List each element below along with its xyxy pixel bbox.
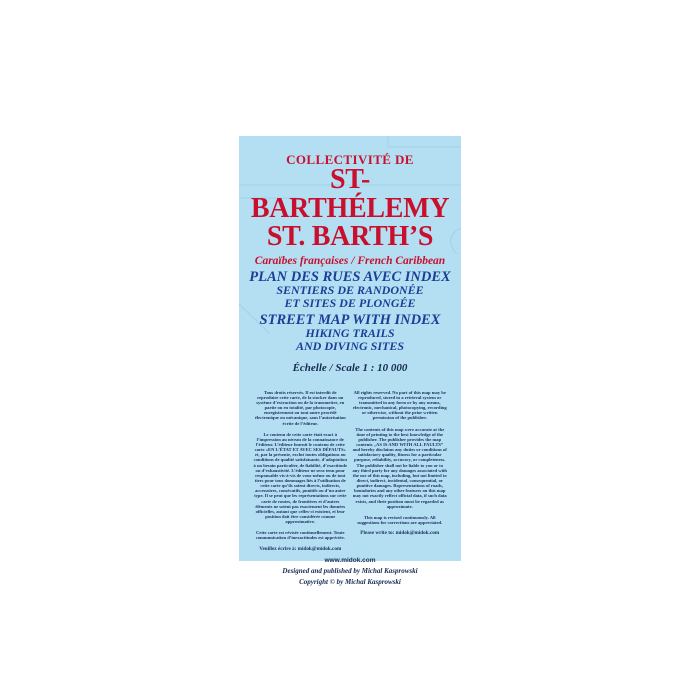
legal-column-french bbox=[253, 390, 348, 553]
legal-block bbox=[246, 390, 454, 553]
subtitle-hiking-fr: SENTIERS DE RANDONÉE bbox=[276, 283, 424, 298]
subtitle-diving-en: AND DIVING SITES bbox=[295, 338, 405, 353]
legal-en-rights: All rights reserved. No part of this map may be reproduced, stored in a retrieval system or transmitted in any form or by any means, electronic, mechanical, photocopying, recording or otherwise, without the prior written permission of the publisher. bbox=[352, 389, 447, 421]
subtitle-street-map-en: STREET MAP WITH INDEX bbox=[259, 311, 441, 328]
title-collectivite: COLLECTIVITÉ DE bbox=[286, 152, 414, 167]
title-region: Caraïbes françaises / French Caribbean bbox=[254, 254, 446, 267]
title-main-english: ST. BARTH’S bbox=[266, 221, 434, 253]
legal-column-english bbox=[353, 390, 448, 553]
subtitle-diving-fr: ET SITES DE PLONGÉE bbox=[284, 295, 416, 310]
designed-by-line: Designed and published by Michal Kasprowski bbox=[282, 566, 418, 575]
subtitle-street-map-fr: PLAN DES RUES AVEC INDEX bbox=[249, 268, 451, 285]
scale-note: Échelle / Scale 1 : 10 000 bbox=[292, 361, 408, 374]
legal-en-disclaimer: The contents of this map were accurate at the time of printing to the best knowledge of the publisher. The publisher provides the map contents „AS IS AND WITH ALL FAULTS” and hereby disclaims any duties or conditions of satisfactory quality, fitness for a particular purpose, reliability, accuracy, or completeness. The publisher shall not be liable to you or to any third party for any damages associated with the use of this map, including, but not limited to direct, indirect, incidental, consequential, or punitive damages. Representations of roads, boundaries and any other features on this map may not exactly reflect official data, if such data exists, and their position must be regarded as approximate. bbox=[352, 426, 447, 509]
legal-fr-rights: Tous droits réservés. Il est interdit de reproduire cette carte, de la stocker dans un système d’extraction ou de la transmettre, en partie ou en totalité, par photocopie, enregistrement ou tout autre procédé électronique ou mécanique, sans l’autorisation écrite de l’éditeur. bbox=[254, 389, 346, 426]
legal-en-contact: Please write to: midok@midok.com bbox=[360, 530, 440, 537]
legal-fr-disclaimer: Le contenu de cette carte était exact à l’impression au niveau de la connaissance de l’éditeur. L’éditeur fournit le contenu de cette carte «EN L’ÉTAT ET AVEC SES DÉFAUTS» et, par la présente, exclut toutes obligations ou conditions de qualité satisfaisante, d’adaptation à un besoin particulier, de fiabilité, d’exactitude ou d’exhaustivité. L’éditeur ne sera tenu pour responsable vis-à-vis de vous-même ou de tout tiers pour tous dommages liés à l’utilisation de cette carte qu’ils soient directs, indirects, accessoires, consécutifs, punitifs ou d’un autre type. Il se peut que les représentations sur cette carte de routes, de frontières et d’autres éléments ne soient pas exactement les données officielles, autant que celles-ci existent, et leur position doit être considérée comme approximative. bbox=[253, 431, 347, 525]
copyright-line: Copyright © by Michal Kasprowski bbox=[299, 578, 401, 587]
map-cover bbox=[239, 136, 461, 587]
subtitle-hiking-en: HIKING TRAILS bbox=[305, 326, 395, 341]
title-main-french: ST-BARTHÉLEMY bbox=[250, 164, 450, 224]
legal-en-revision: This map is revised continuously. All suggestions for corrections are appreciated. bbox=[357, 514, 443, 525]
legal-fr-revision: Cette carte est révisée continuellement. Toute communication d’inexactitudes est appréciée. bbox=[255, 530, 345, 541]
website-url: www.midok.com bbox=[324, 557, 376, 565]
cover-content bbox=[239, 136, 461, 587]
legal-fr-contact: Veuillez écrire à: midok@midok.com bbox=[259, 545, 342, 552]
